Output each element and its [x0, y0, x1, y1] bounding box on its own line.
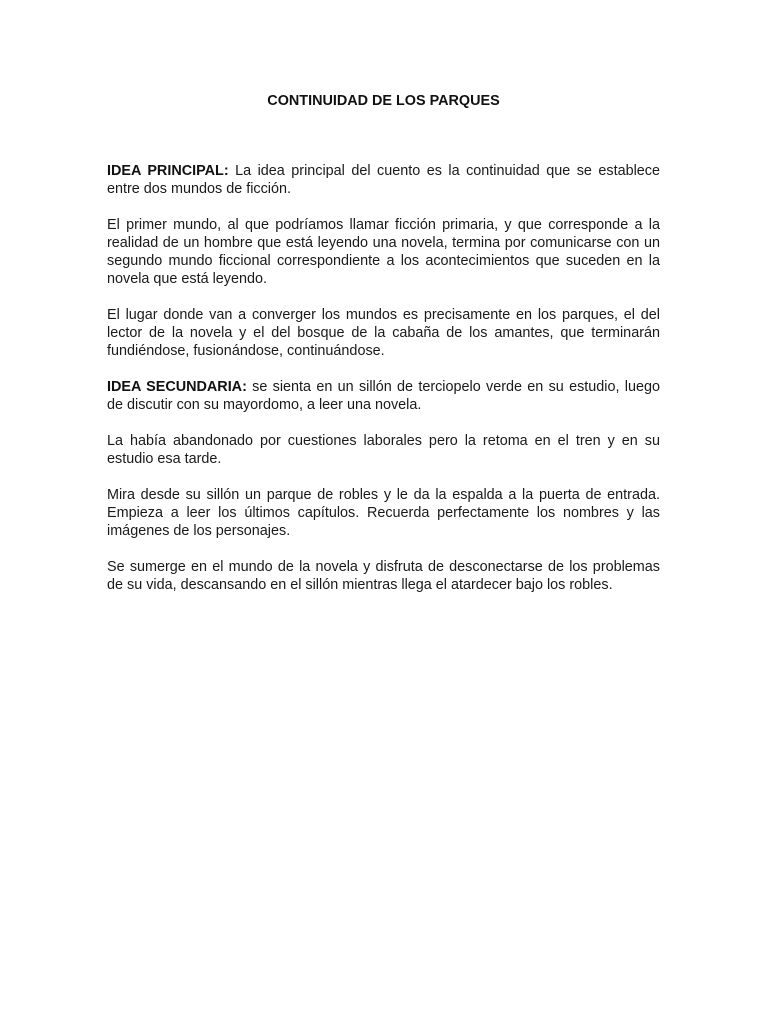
paragraph-text: La idea principal del cuento es la continuidad que se establece entre dos mundos de ficción. [107, 163, 660, 197]
paragraph-text: Mira desde su sillón un parque de robles y le da la espalda a la puerta de entrada. Empieza a leer los últimos capítulos. Recuerda perfectamente los nombres y las imágenes de los personajes. [107, 487, 660, 539]
paragraph-lead: IDEA SECUNDARIA: [107, 379, 247, 395]
paragraph-text: se sienta en un sillón de terciopelo verde en su estudio, luego de discutir con su mayordomo, a leer una novela. [107, 379, 660, 413]
paragraph-idea-principal [107, 162, 660, 198]
paragraph-lugar-converger [107, 306, 660, 360]
paragraph-habia-abandonado [107, 432, 660, 468]
paragraph-se-sumerge [107, 558, 660, 594]
paragraph-lead: IDEA PRINCIPAL: [107, 163, 229, 179]
paragraph-mira-desde [107, 486, 660, 540]
paragraph-primer-mundo [107, 216, 660, 288]
paragraph-idea-secundaria [107, 378, 660, 414]
paragraph-text: Se sumerge en el mundo de la novela y disfruta de desconectarse de los problemas de su vida, descansando en el sillón mientras llega el atardecer bajo los robles. [107, 559, 660, 593]
document-body [107, 92, 660, 612]
paragraph-text: La había abandonado por cuestiones laborales pero la retoma en el tren y en su estudio esa tarde. [107, 433, 660, 467]
paragraph-text: El primer mundo, al que podríamos llamar ficción primaria, y que corresponde a la realidad de un hombre que está leyendo una novela, termina por comunicarse con un segundo mundo ficcional correspondiente a los acontecimientos que suceden en la novela que está leyendo. [107, 217, 660, 287]
document-title: CONTINUIDAD DE LOS PARQUES [267, 93, 500, 109]
paragraph-text: El lugar donde van a converger los mundos es precisamente en los parques, el del lector de la novela y el del bosque de la cabaña de los amantes, que terminarán fundiéndose, fusionándose, continuándose. [107, 307, 660, 359]
